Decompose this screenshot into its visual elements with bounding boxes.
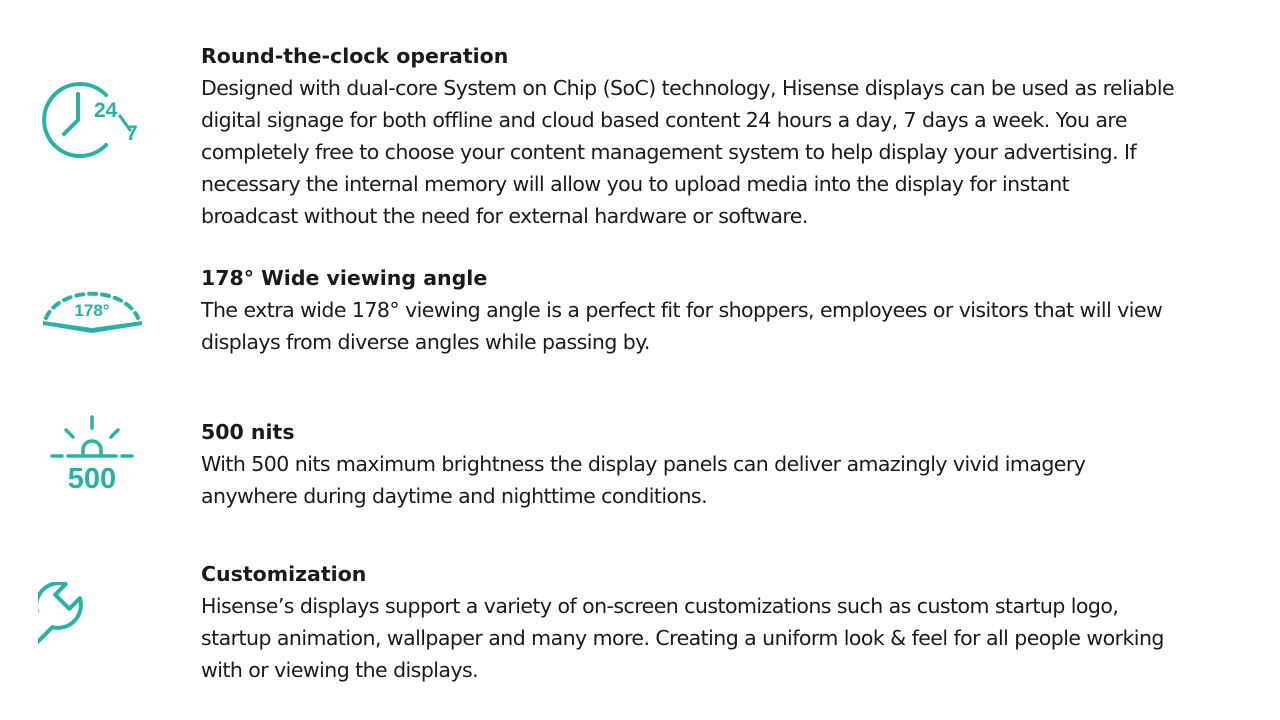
clock-icon-7-label: 7 bbox=[126, 122, 138, 145]
clock-24-7-icon bbox=[38, 80, 150, 160]
feature-description: Designed with dual-core System on Chip (SoC) technology, Hisense displays can be used as reliable digital signage for both offline and cloud based content 24 hours a day, 7 days a week. You are completely free to choose your content management system to help display your advertising. If necessary the internal memory will allow you to upload media into the display for instant broadcast without the need for external hardware or software. bbox=[201, 76, 1175, 228]
feature-text bbox=[201, 40, 1276, 232]
viewing-angle-label: 178° bbox=[74, 301, 110, 320]
feature-text bbox=[201, 416, 1276, 512]
brightness-500-icon bbox=[38, 412, 150, 498]
feature-description: The extra wide 178° viewing angle is a perfect fit for shoppers, employees or visitors that will view displays from diverse angles while passing by. bbox=[201, 298, 1163, 354]
feature-title: 500 nits bbox=[201, 420, 295, 444]
feature-text bbox=[201, 262, 1276, 358]
feature-title: Round-the-clock operation bbox=[201, 44, 509, 68]
clock-icon-24-label: 24 bbox=[94, 99, 118, 122]
brightness-icon-label: 500 bbox=[67, 463, 117, 495]
feature-text bbox=[201, 558, 1276, 686]
feature-description: Hisense’s displays support a variety of on-screen customizations such as custom startup logo, startup animation, wallpaper and many more. Creating a uniform look & feel for all people working with or viewing the displays. bbox=[201, 594, 1164, 682]
feature-title: 178° Wide viewing angle bbox=[201, 266, 488, 290]
wrench-icon bbox=[38, 582, 150, 678]
viewing-angle-icon bbox=[38, 278, 150, 338]
feature-description: With 500 nits maximum brightness the display panels can deliver amazingly vivid imagery anywhere during daytime and nighttime conditions. bbox=[201, 452, 1086, 508]
feature-title: Customization bbox=[201, 562, 367, 586]
